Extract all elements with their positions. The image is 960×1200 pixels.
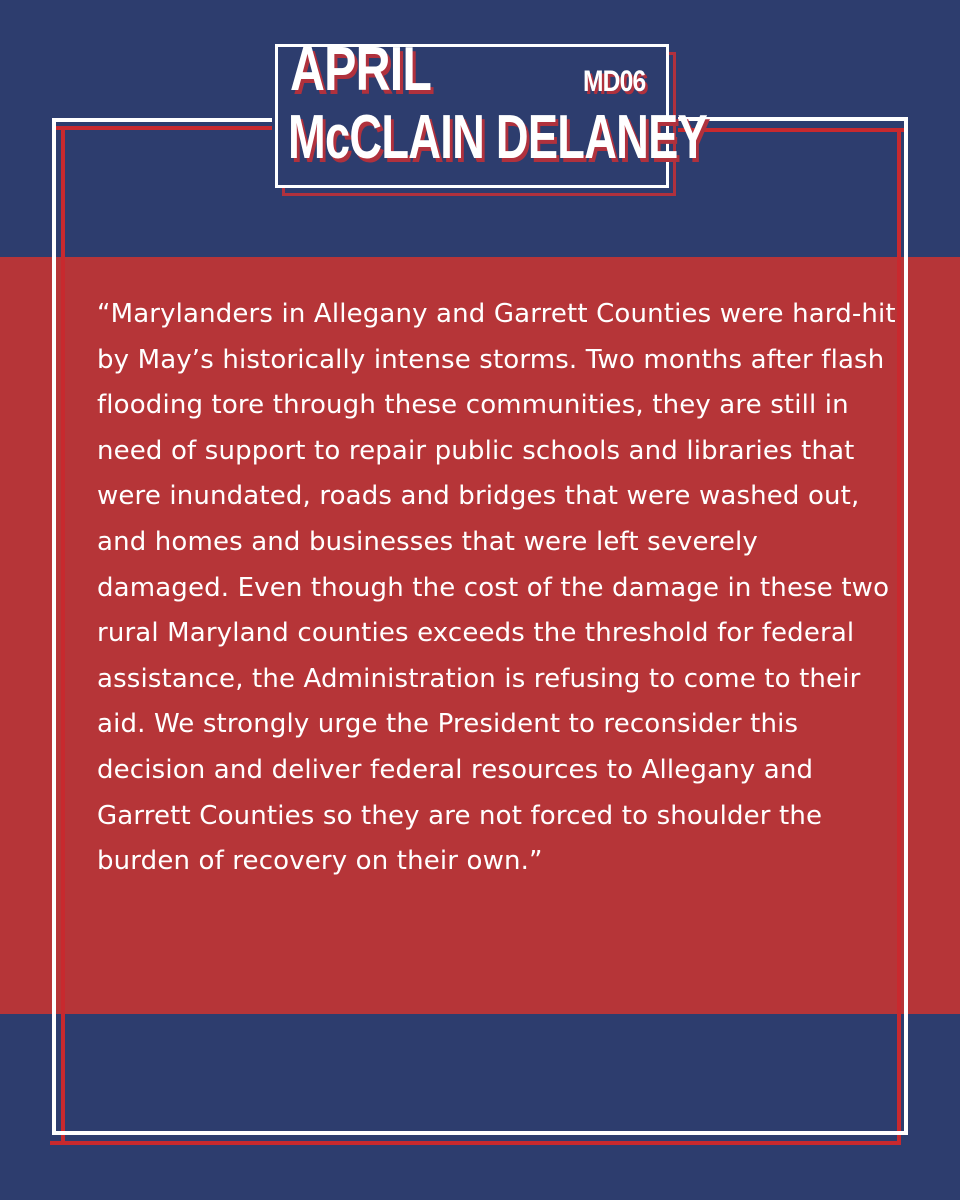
logo-district: MD06 [583, 65, 646, 98]
frame-top-left-white-line [52, 118, 272, 122]
frame-top-left-red-line [52, 126, 272, 130]
logo-first-name: APRIL [290, 35, 432, 104]
frame-top-right-white-line [678, 117, 908, 121]
frame-left-red-line [61, 126, 65, 1142]
frame-bottom-red-line [50, 1141, 901, 1145]
frame-right-white-line [904, 117, 908, 1135]
frame-right-red-line [897, 128, 901, 1142]
frame-left-white-line [52, 118, 56, 1134]
frame-top-right-red-line [678, 128, 908, 132]
candidate-logo [275, 35, 708, 188]
logo-last-name: McCLAIN DELANEY [288, 103, 708, 172]
statement-quote: “Marylanders in Allegany and Garrett Counties were hard-hit by May’s historically intense storms. Two months after flash flooding tore through these communities, they are still in need of support to repair public schools and libraries that were inundated, roads and bridges that were washed out, and homes and businesses that were left severely damaged. Even though the cost of the damage in these two rural Maryland counties exceeds the threshold for federal assistance, the Administration is refusing to come to their aid. We strongly urge the President to reconsider this decision and deliver federal resources to Allegany and Garrett Counties so they are not forced to shoulder the burden of recovery on their own.” [97, 299, 896, 877]
bottom-navy-band [0, 1014, 960, 1200]
frame-bottom-white-line [52, 1131, 908, 1135]
